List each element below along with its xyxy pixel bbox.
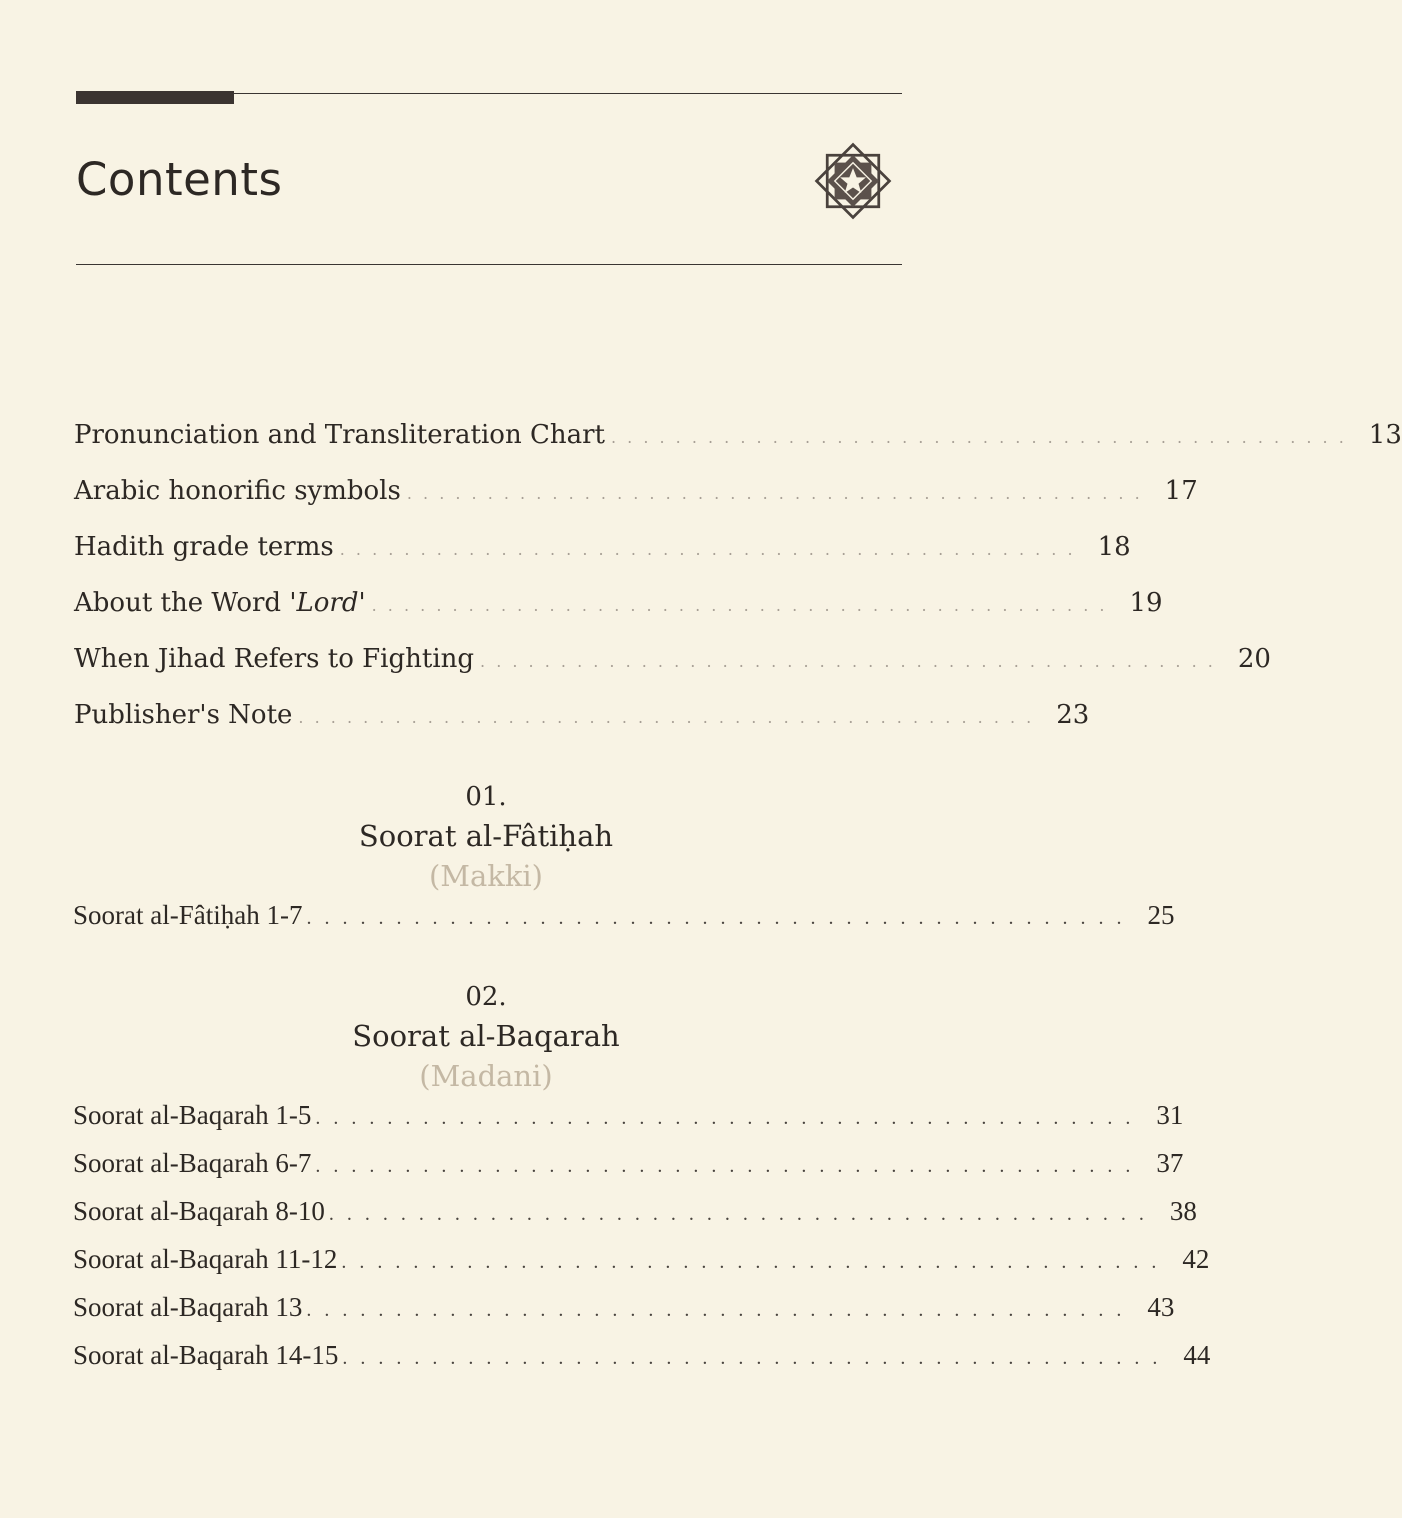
dot-leader: . . . . . . . . . . . . . . . . . . . . . . . . . . . . . . . . . . . . . . . . . . . . . . <box>371 596 1108 615</box>
toc-entry-page: 38 <box>1169 1196 1197 1226</box>
toc-entry[interactable] <box>74 476 1198 532</box>
surah-heading <box>0 780 972 894</box>
toc-entry[interactable] <box>74 700 1090 756</box>
toc-entry-page: 44 <box>1183 1340 1211 1370</box>
header-bottom-rule <box>76 264 902 265</box>
toc-entry-page: 31 <box>1156 1100 1184 1130</box>
dot-leader: . . . . . . . . . . . . . . . . . . . . . . . . . . . . . . . . . . . . . . . . . . . . . . <box>480 652 1216 671</box>
toc-entry-page: 13 <box>1368 420 1402 450</box>
toc-entry-title <box>74 588 366 618</box>
dot-leader: . . . . . . . . . . . . . . . . . . . . . . . . . . . . . . . . . . . . . . . . . . . . . . <box>342 1347 1162 1369</box>
toc-entry-page: 25 <box>1147 900 1175 930</box>
surah-heading <box>0 980 972 1094</box>
toc-entry-page: 20 <box>1237 644 1271 674</box>
surah-section-list <box>73 1100 1211 1388</box>
toc-entry[interactable] <box>73 1196 1197 1244</box>
toc-entry-title: Arabic honorific symbols <box>74 476 401 506</box>
toc-entry-title: Soorat al-Baqarah 13 <box>73 1292 303 1322</box>
surah-type: (Makki) <box>428 859 544 893</box>
toc-entry-title-italic: 'Lord' <box>289 588 366 618</box>
toc-entry[interactable] <box>74 588 1163 644</box>
toc-entry[interactable] <box>73 1292 1175 1340</box>
surah-name: Soorat al-Fâtiḥah <box>358 819 614 853</box>
page-title: Contents <box>76 153 283 206</box>
toc-entry[interactable] <box>73 1244 1210 1292</box>
toc-entry[interactable] <box>73 1340 1211 1388</box>
toc-entry-page: 17 <box>1164 476 1198 506</box>
surah-section-list <box>73 900 1175 948</box>
toc-entry-page: 19 <box>1129 588 1163 618</box>
toc-entry-title: When Jihad Refers to Fighting <box>74 644 475 674</box>
toc-entry-title: Soorat al-Baqarah 14-15 <box>73 1340 339 1370</box>
dot-leader: . . . . . . . . . . . . . . . . . . . . . . . . . . . . . . . . . . . . . . . . . . . . . . <box>298 708 1035 727</box>
dot-leader: . . . . . . . . . . . . . . . . . . . . . . . . . . . . . . . . . . . . . . . . . . . . . . <box>610 428 1347 447</box>
toc-entry[interactable] <box>73 1100 1184 1148</box>
toc-entry[interactable] <box>74 532 1131 588</box>
dot-leader: . . . . . . . . . . . . . . . . . . . . . . . . . . . . . . . . . . . . . . . . . . . . . . <box>406 484 1143 503</box>
toc-entry[interactable] <box>73 1148 1184 1196</box>
surah-type: (Madani) <box>419 1059 553 1093</box>
toc-entry-title: Soorat al-Baqarah 1-5 <box>73 1100 312 1130</box>
toc-entry-title: Pronunciation and Transliteration Chart <box>74 420 605 450</box>
surah-number: 02. <box>465 982 507 1012</box>
dot-leader: . . . . . . . . . . . . . . . . . . . . . . . . . . . . . . . . . . . . . . . . . . . . . . <box>341 1251 1161 1273</box>
toc-entry-page: 43 <box>1147 1292 1175 1322</box>
toc-entry-title: Hadith grade terms <box>74 532 334 562</box>
toc-entry-page: 37 <box>1156 1148 1184 1178</box>
toc-entry-page: 18 <box>1097 532 1131 562</box>
toc-entry-title: Soorat al-Baqarah 8-10 <box>73 1196 325 1226</box>
surah-name: Soorat al-Baqarah <box>352 1019 620 1053</box>
dot-leader: . . . . . . . . . . . . . . . . . . . . . . . . . . . . . . . . . . . . . . . . . . . . . . <box>315 1107 1135 1129</box>
toc-entry-page: 23 <box>1056 700 1090 730</box>
islamic-star-emblem-icon <box>805 135 901 227</box>
toc-entry[interactable] <box>73 900 1175 948</box>
dot-leader: . . . . . . . . . . . . . . . . . . . . . . . . . . . . . . . . . . . . . . . . . . . . . . <box>328 1203 1148 1225</box>
dot-leader: . . . . . . . . . . . . . . . . . . . . . . . . . . . . . . . . . . . . . . . . . . . . . . <box>315 1155 1135 1177</box>
toc-entry-title: Soorat al-Baqarah 11-12 <box>73 1244 338 1274</box>
dot-leader: . . . . . . . . . . . . . . . . . . . . . . . . . . . . . . . . . . . . . . . . . . . . . . <box>306 907 1126 929</box>
toc-entry-title-prefix: About the Word <box>74 588 290 618</box>
toc-entry-page: 42 <box>1182 1244 1210 1274</box>
top-accent-bar <box>76 91 234 104</box>
dot-leader: . . . . . . . . . . . . . . . . . . . . . . . . . . . . . . . . . . . . . . . . . . . . . . <box>339 540 1076 559</box>
toc-entry-title: Publisher's Note <box>74 700 293 730</box>
surah-number: 01. <box>465 782 507 812</box>
dot-leader: . . . . . . . . . . . . . . . . . . . . . . . . . . . . . . . . . . . . . . . . . . . . . . <box>306 1299 1126 1321</box>
toc-entry[interactable] <box>74 644 1271 700</box>
front-matter-list <box>74 420 1402 756</box>
toc-entry-title: Soorat al-Baqarah 6-7 <box>73 1148 312 1178</box>
toc-entry[interactable] <box>74 420 1402 476</box>
toc-entry-title: Soorat al-Fâtiḥah 1-7 <box>73 900 303 930</box>
